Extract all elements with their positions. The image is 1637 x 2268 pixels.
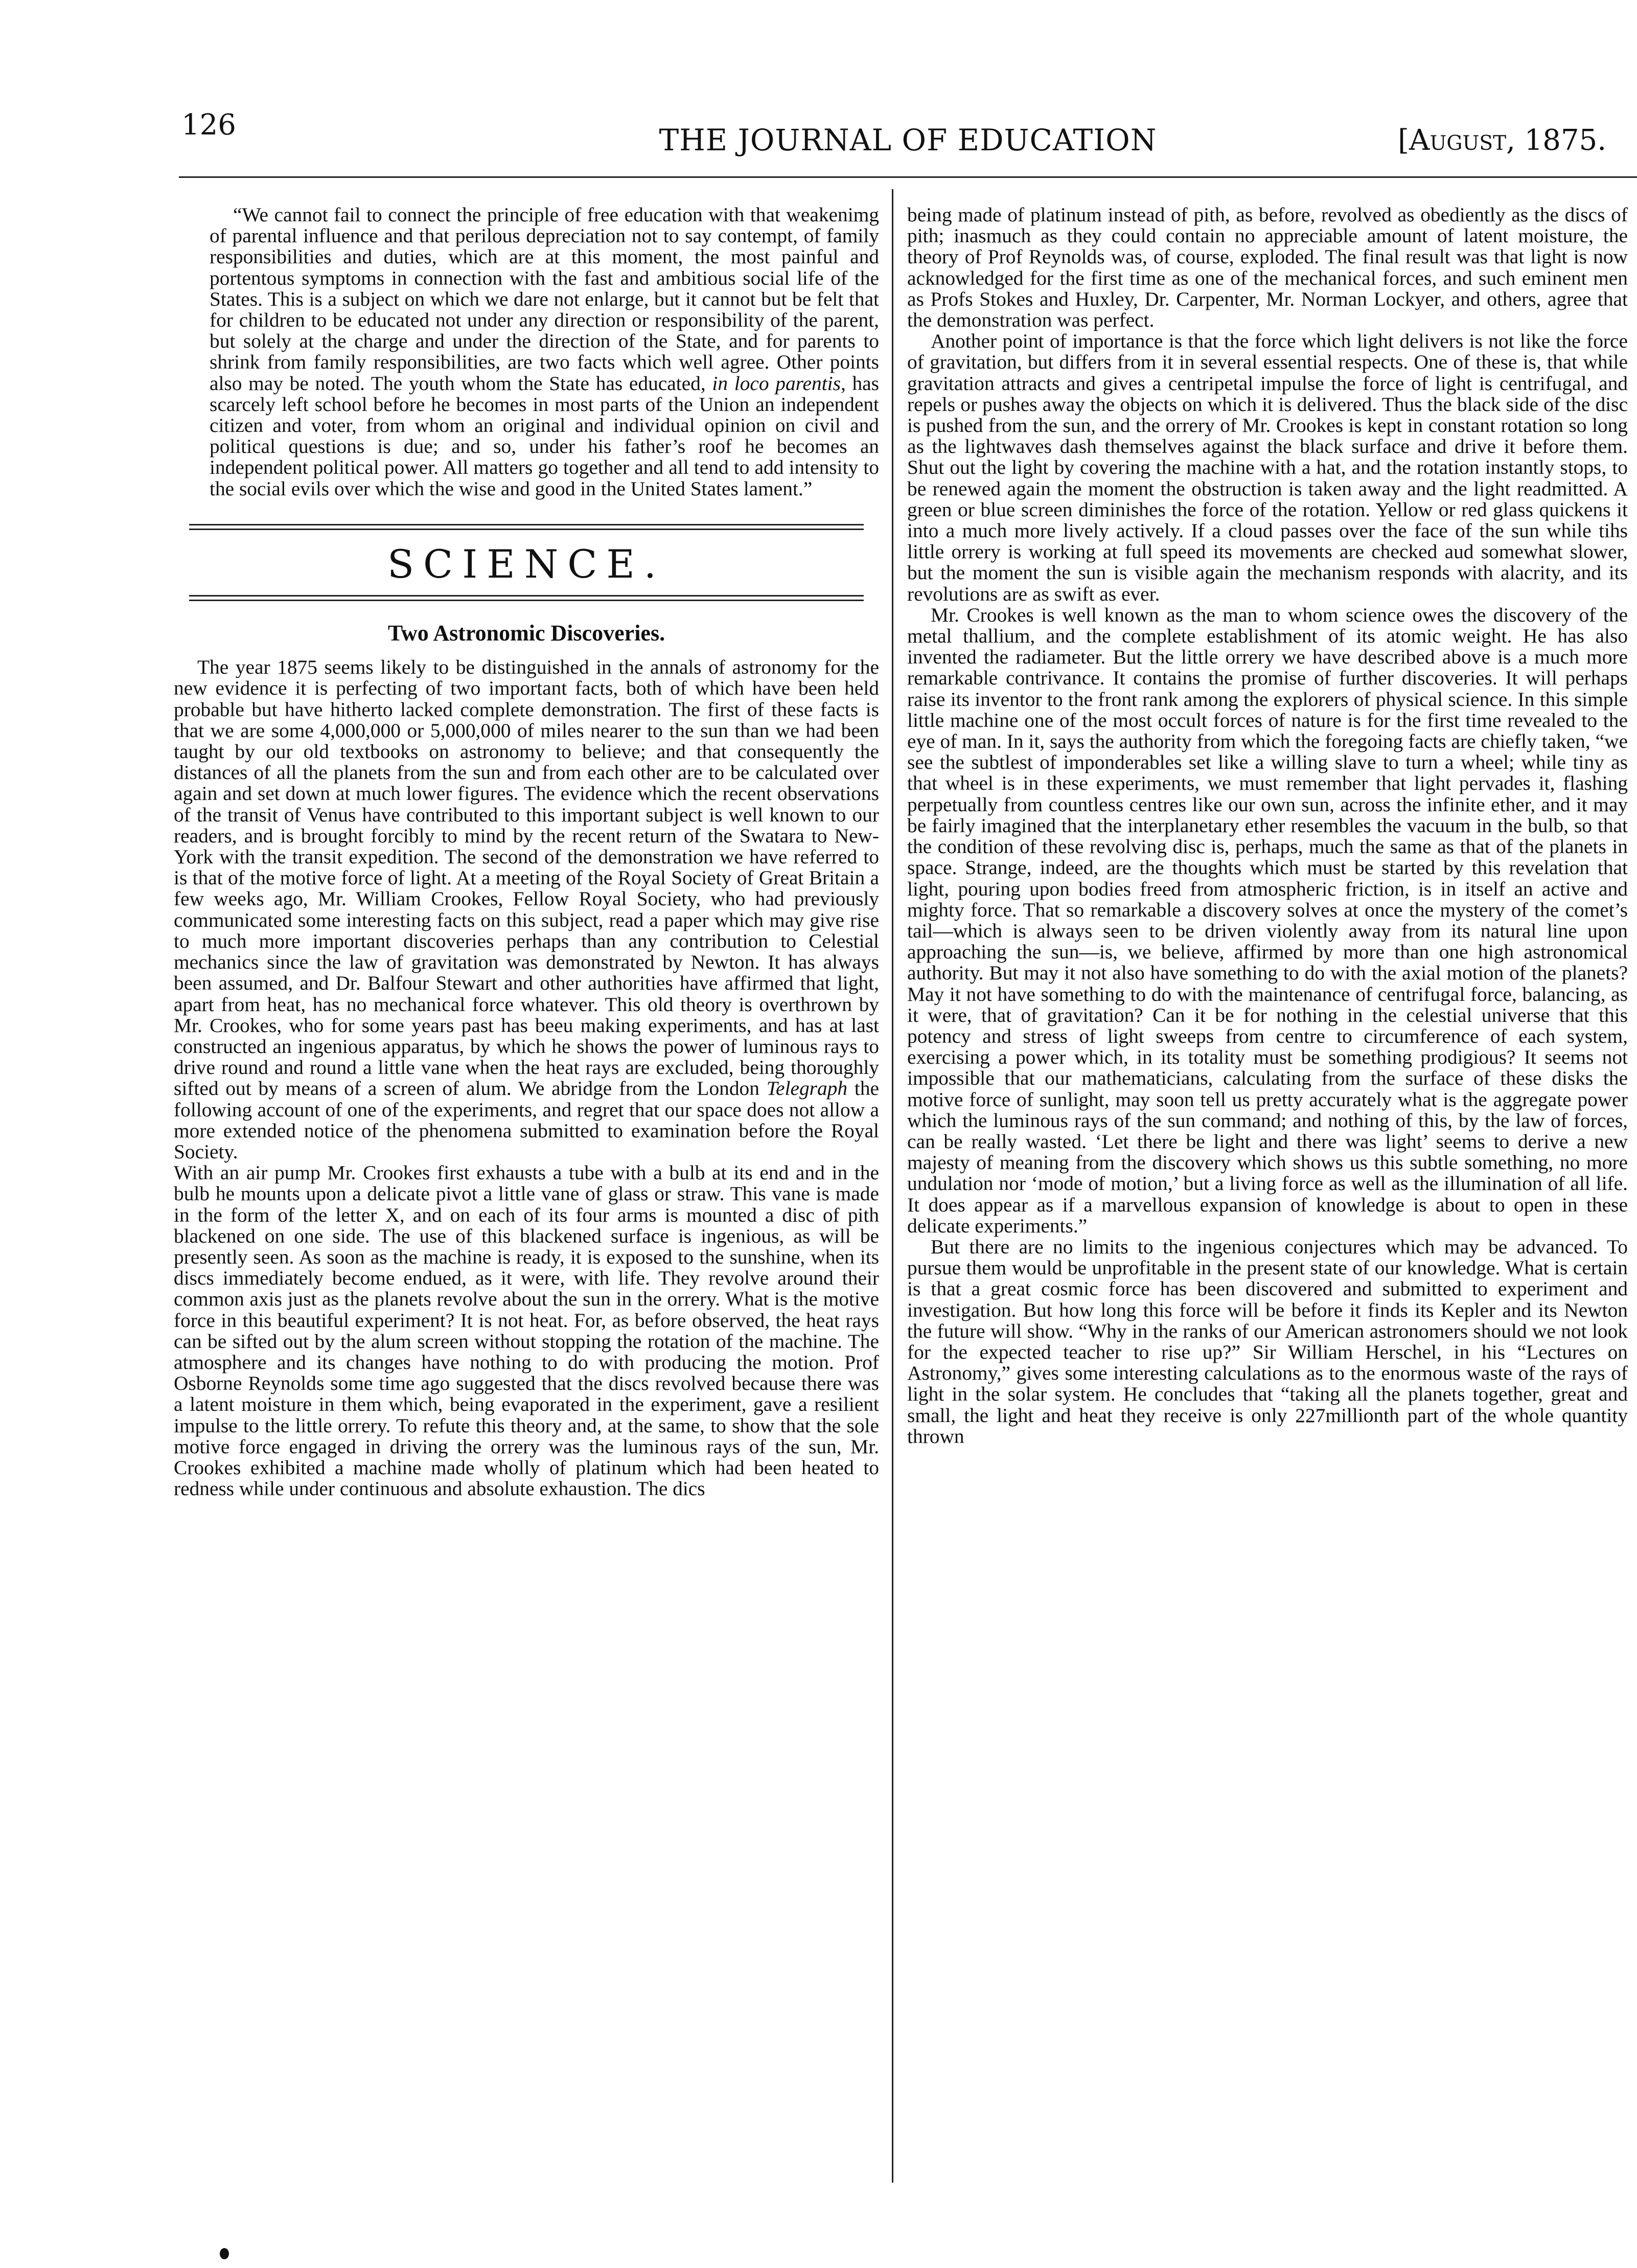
section-rule-bottom — [189, 595, 864, 601]
quoted-paragraph — [210, 204, 879, 499]
article-text: The year 1875 seems likely to be distinguished in the annals of astronomy for the new evidence it is perfecting of two important facts, both of which have been held probable but have hitherto lacked complete demonstration. The first of these facts is that we are some 4,000,000 or 5,000,000 of miles nearer to the sun than we had been taught by our old textbooks on astronomy to believe; and that consequently the distances of all the planets from the sun and from each other are to be calculated over again and set down at much lower figures. The evidence which the recent observations of the transit of Venus have contributed to this important subject is well known to our readers, and is brought forcibly to mind by the recent return of the Swatara to New-York with the transit expedition. The second of the demonstration we have referred to is that of the motive force of light. At a meeting of the Royal Society of Great Britain a few weeks ago, Mr. William Crookes, Fellow Royal Society, who had previously communicated some interesting facts on this subject, read a paper which may give rise to much more important discoveries perhaps than any contribution to Celestial mechanics since the law of gravitation was demonstrated by Newton. It has always been assumed, and Dr. Balfour Stewart and other authorities have affirmed that light, apart from heat, has no mechanical force whatever. This old theory is overthrown by Mr. Crookes, who for some years past has beeu making experiments, and has at last constructed an ingenious apparatus, by which he shows the power of luminous rays to drive round and round a little vane when the heat rays are excluded, being thoroughly sifted out by means of a screen of alum. We abridge from the London — [174, 656, 879, 1100]
date-bracket: [ — [1398, 124, 1410, 157]
column-divider — [892, 189, 893, 2183]
newspaper-name: Telegraph — [766, 1077, 848, 1100]
issue-month: August — [1409, 124, 1507, 157]
journal-title: THE JOURNAL OF EDUCATION — [659, 123, 1157, 157]
issue-date — [1398, 124, 1606, 157]
right-paragraph-2: Another point of importance is that the force which light delivers is not like the force of gravitation, but differs from it in several essential respects. One of these is, that while gravitation attracts and gives a centripetal impulse the force of light is centrifugal, and repels or pushes away the objects on which it is delivered. Thus the black side of the disc is pushed from the sun, and the orrery of Mr. Crookes is kept in constant rotation so long as the lightwaves dash themselves against the black surface and drive it before them. Shut out the light by covering the machine with a hat, and the rotation instantly stops, to be renewed again the moment the obstruction is taken away and the light readmitted. A green or blue screen diminishes the force of the rotation. Yellow or red glass quickens it into a much more lively actively. If a cloud passes over the face of the sun while tihs little orrery is working at full speed its movements are checked aud somewhat slower, but the moment the sun is visible again the mechanism responds with alacrity, and its revolutions are as swift as ever. — [907, 330, 1628, 605]
right-paragraph-4: But there are no limits to the ingenious conjectures which may be advanced. To pursue them would be unprofitable in the present state of our knowledge. What is certain is that a great cosmic force has been discovered and submitted to experiment and investigation. But how long this force will be before it finds its Kepler and its Newton the future will show. “Why in the ranks of our American astronomers should we not look for the expected teacher to rise up?” Sir William Herschel, in his “Lectures on Astronomy,” gives some interesting calculations as to the enormous waste of the rays of light in the solar system. He concludes that “taking all the planets together, great and small, the light and heat they receive is only 227millionth part of the whole quantity thrown — [907, 1235, 1628, 1448]
right-paragraph-1: being made of platinum instead of pith, as before, revolved as obediently as the discs of pith; inasmuch as they could contain no appreciable amount of latent moisture, the theory of Prof Reynolds was, of course, exploded. The final result was that light is now acknowledged for the first time as one of the mechanical forces, and such eminent men as Profs Stokes and Huxley, Dr. Carpenter, Mr. Norman Lockyer, and others, agree that the demonstration was perfect. — [907, 203, 1628, 332]
issue-year: , 1875. — [1506, 124, 1606, 157]
article-text-end: the following account of one of the experiments, and regret that our space does not allow a more extended notice of the phenomena submitted to examination before the Royal Society. — [174, 1077, 880, 1163]
right-column — [907, 204, 1628, 1447]
spacer — [174, 499, 879, 524]
page-number: 126 — [181, 108, 236, 142]
header-rule — [179, 176, 1637, 178]
quote-text-end: , has scarcely left school before he becomes in most parts of the Union an independent citizen and voter, from whom an original and individual opinion on civil and political questions is due; and so, under his father’s roof he becomes an independent political power. All matters go together and all tend to add intensity to the social evils over which the wise and good in the United States lament.” — [210, 372, 879, 500]
running-header — [179, 102, 1637, 164]
left-column — [174, 204, 879, 1499]
section-title: SCIENCE. — [387, 541, 665, 587]
quote-text: “We cannot fail to connect the principle of free education with that weakenimg of parental influence and that perilous depreciation not to say contempt, of family responsibilities and duties, which are at this moment, the most painful and portentous symptoms in connection with the fast and ambitious social life of the States. This is a subject on which we dare not enlarge, but it cannot but be felt that for children to be educated not under any direction or responsibility of the parent, but solely at the charge and under the direction of the State, and for parents to shrink from family responsibilities, are two facts which well agree. Other points also may be noted. The youth whom the State has educated, — [210, 203, 879, 395]
quote-italic-phrase: in loco parentis — [712, 372, 841, 395]
article-paragraph-1 — [174, 657, 879, 1162]
article-title: Two Astronomic Discoveries. — [387, 621, 665, 646]
section-rule-top — [189, 524, 864, 530]
ink-spot — [220, 2248, 229, 2259]
right-paragraph-3: Mr. Crookes is well known as the man to whom science owes the discovery of the metal thallium, and the complete establishment of its atomic weight. He has also invented the radiameter. But the little orrery we have described above is a much more remarkable contrivance. It contains the promise of further discoveries. It will perhaps raise its inventor to the front rank among the explorers of physical science. In this simple little machine one of the most occult forces of nature is for the first time revealed to the eye of man. In it, says the authority from which the foregoing facts are chiefly taken, “we see the subtlest of imponderables set like a willing slave to turn a wheel; while tiny as that wheel is in these experiments, we must remember that light pervades it, flashing perpetually from countless centres like our own sun, across the infinite ether, and it may be fairly imagined that the interplanetary ether resembles the vacuum in the bulb, so that the condition of these revolving disc is, perhaps, much the same as that of the planets in space. Strange, indeed, are the thoughts which must be started by this revelation that light, pouring upon bodies freed from atmospheric friction, is in itself an active and mighty force. That so remarkable a discovery solves at once the mystery of the comet’s tail—which is always seen to be driven violently away from its natural line upon approaching the sun—is, we believe, affirmed by more than one high astronomical authority. But may it not also have something to do with the axial motion of the planets? May it not have something to do with the maintenance of centrifugal force, balancing, as it were, that of gravitation? Can it be for nothing in the celestial universe that this potency and stress of light sweeps from centre to circumference of each system, exercising a power which, in its totality must be something prodigious? It seems not impossible that our mathematicians, calculating from the surface of these disks the motive force of sunlight, may soon tell us pretty accurately what is the aggregate power which the luminous rays of the sun command; and nothing of this, by the law of forces, can be really wasted. ‘Let there be light and there was light’ seems to derive a new majesty of meaning from the discovery which shows us this subtle something, no more undulation nor ‘mode of motion,’ but a living force as well as the illumination of all life. It does appear as if a marvellous expansion of knowledge is about to open in these delicate experiments.” — [907, 603, 1628, 1237]
article-paragraph-2: With an air pump Mr. Crookes first exhausts a tube with a bulb at its end and in the bulb he mounts upon a delicate pivot a little vane of glass or straw. This vane is made in the form of the letter X, and on each of its four arms is mounted a disc of pith blackened on one side. The use of this blackened surface is ingenious, as will be presently seen. As soon as the machine is ready, it is exposed to the sunshine, when its discs immediately become endued, as it were, with life. They revolve around their common axis just as the planets revolve about the sun in the orrery. What is the motive force in this beautiful experiment? It is not heat. For, as before observed, the heat rays can be sifted out by the alum screen without stopping the rotation of the machine. The atmosphere and its changes have nothing to do with producing the motion. Prof Osborne Reynolds some time ago suggested that the discs revolved because there was a latent moisture in them which, being evaporated in the experiment, gave a resilient impulse to the little orrery. To refute this theory and, at the same, to show that the sole motive force engaged in driving the orrery was the luminous rays of the sun, Mr. Crookes exhibited a machine made wholly of platinum which had been heated to redness while under continuous and absolute exhaustion. The dics — [174, 1161, 879, 1500]
